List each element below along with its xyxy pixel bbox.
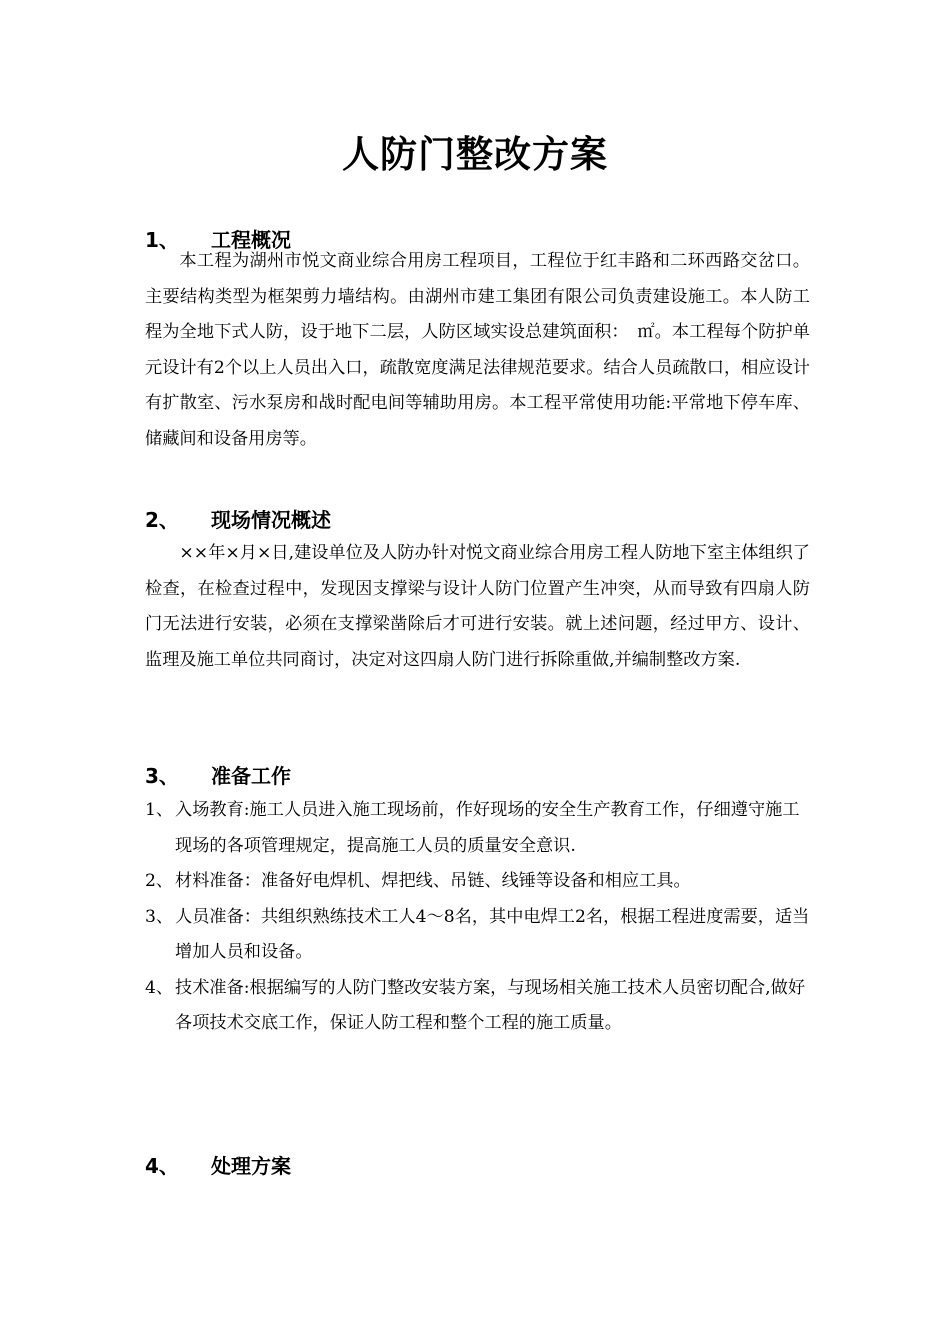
list-item-text: 入场教育:施工人员进入施工现场前，作好现场的安全生产教育工作，仔细遵守施工现场的各项管理规定，提高施工人员的质量安全意识. [175, 800, 800, 856]
section-title: 工程概况 [211, 228, 291, 252]
section-title: 准备工作 [211, 764, 291, 788]
list-item-text: 人员准备：共组织熟练技术工人4～8名，其中电焊工2名，根据工程进度需要，适当增加人员和设备。 [175, 906, 810, 962]
list-item-number: 1、 [145, 800, 174, 820]
section-paragraph-2: ××年×月×日,建设单位及人防办针对悦文商业综合用房工程人防地下室主体组织了检查，在检查过程中，发现因支撑梁与设计人防门位置产生冲突，从而导致有四扇人防门无法进行安装，必须在支撑梁凿除后才可进行安装。就上述问题，经过甲方、设计、监理及施工单位共同商讨，决定对这四扇人防门进行拆除重做,并编制整改方案. [145, 543, 810, 670]
section-paragraph-1: 本工程为湖州市悦文商业综合用房工程项目，工程位于红丰路和二环西路交岔口。主要结构类型为框架剪力墙结构。由湖州市建工集团有限公司负责建设施工。本人防工程为全地下式人防，设于地下二层，人防区域实设总建筑面积： ㎡。本工程每个防护单元设计有2个以上人员出入口，疏散宽度满足法律规范要求。结合人员疏散口，相应设计有扩散室、污水泵房和战时配电间等辅助用房。本工程平常使用功能:平常地下停车库、储藏间和设备用房等。 [145, 251, 810, 449]
section-number: 3、 [145, 764, 179, 788]
section-number: 4、 [145, 1154, 179, 1178]
section-title: 现场情况概述 [211, 508, 331, 532]
section-title: 处理方案 [211, 1154, 291, 1178]
section-number: 2、 [145, 508, 179, 532]
preparation-list [145, 793, 810, 1042]
list-item-number: 3、 [145, 906, 174, 927]
document-title: 人防门整改方案 [342, 133, 608, 176]
list-item [145, 793, 810, 864]
list-item-number: 4、 [145, 977, 174, 998]
section-heading-4 [145, 1151, 291, 1181]
list-item [145, 864, 810, 900]
section-heading-3 [145, 761, 291, 791]
list-item-number: 2、 [145, 871, 174, 891]
list-item-text: 材料准备：准备好电焊机、焊把线、吊链、线锤等设备和相应工具。 [175, 871, 691, 891]
list-item-text: 技术准备:根据编写的人防门整改安装方案，与现场相关施工技术人员密切配合,做好各项技术交底工作，保证人防工程和整个工程的施工质量。 [175, 977, 806, 1033]
section-heading-2 [145, 505, 331, 535]
section-number: 1、 [145, 228, 179, 252]
list-item [145, 900, 810, 971]
list-item [145, 971, 810, 1042]
